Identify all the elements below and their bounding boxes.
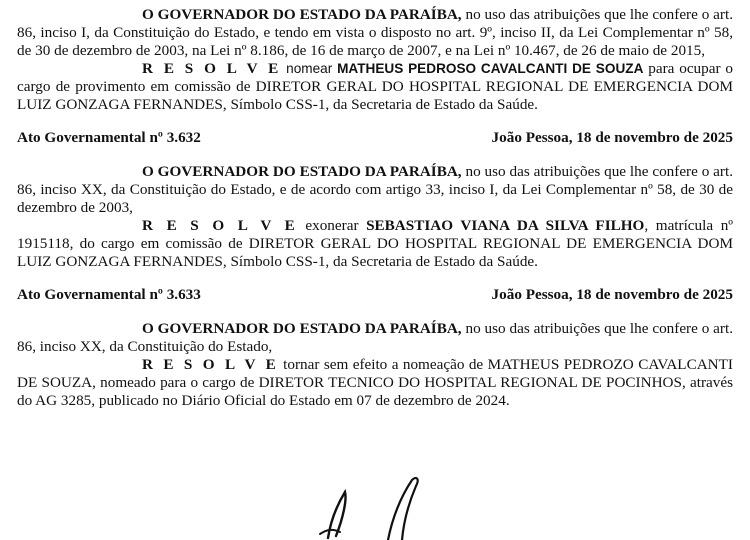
decree-1-action: nomear — [281, 61, 338, 76]
act-header-3633 — [17, 286, 733, 304]
decree-3-preamble — [17, 320, 733, 356]
decree-3-details: tornar sem efeito a nomeação de MATHEUS PEDROZO CAVALCANTI DE SOUZA, nomeado para o cargo de DIRETOR TECNICO DO HOSPITAL REGIONAL DE POCINHOS, através do AG 3285, publicado no Diário Oficial do Estado em 07 de dezembro de 2024. — [17, 356, 733, 409]
governor-title: O GOVERNADOR DO ESTADO DA PARAÍBA, — [142, 6, 462, 23]
act-place-date: João Pessoa, 18 de novembro de 2025 — [491, 129, 733, 146]
decree-3-legal-basis: no uso das atribuições que lhe confere o art. 86, inciso XX, da Constituição do Estado, — [17, 320, 734, 355]
handwritten-signature-icon — [300, 470, 460, 540]
decree-1-preamble — [17, 6, 733, 60]
resolve-keyword: R E S O L V E — [142, 60, 282, 77]
decree-1-legal-basis: no uso das atribuições que lhe confere o art. 86, inciso I, da Constituição do Estado, e tendo em vista o disposto no art. 9º, inciso II, da Lei Complementar nº 58, de 30 de dezembro de 2003, na Lei nº 8.186, de 16 de março de 2007, e na Lei nº 10.467, de 26 de maio de 2015, — [17, 6, 734, 59]
decree-1-appointee: MATHEUS PEDROSO CAVALCANTI DE SOUZA — [337, 61, 644, 76]
act-number: Ato Governamental nº 3.633 — [17, 286, 201, 303]
decree-2-details: , matrícula nº 1915118, do cargo em comissão de DIRETOR GERAL DO HOSPITAL REGIONAL DE EMERGENCIA DOM LUIZ GONZAGA FERNANDES, Símbolo CSS-1, da Secretaria de Estado da Saúde. — [17, 217, 733, 270]
decree-2-legal-basis: no uso das atribuições que lhe confere o art. 86, inciso XX, da Constituição do Estado, e de acordo com artigo 33, inciso I, da Lei Complementar nº 58, de 30 de dezembro de 2003, — [17, 163, 734, 216]
decree-2-action: exonerar — [297, 217, 367, 234]
decree-2-resolution — [17, 217, 733, 271]
act-place-date: João Pessoa, 18 de novembro de 2025 — [491, 286, 733, 303]
governor-title: O GOVERNADOR DO ESTADO DA PARAÍBA, — [142, 320, 462, 337]
decree-1-details: para ocupar o cargo de provimento em comissão de DIRETOR GERAL DO HOSPITAL REGIONAL DE EMERGENCIA DOM LUIZ GONZAGA FERNANDES, Símbolo CSS-1, da Secretaria de Estado da Saúde. — [17, 60, 733, 113]
decree-2-person: SEBASTIAO VIANA DA SILVA FILHO — [366, 217, 645, 234]
decree-3-resolution — [17, 356, 733, 410]
gazette-document — [17, 6, 733, 410]
decree-1-resolution — [17, 60, 733, 114]
resolve-keyword: R E S O L V E — [142, 356, 279, 373]
act-number: Ato Governamental nº 3.632 — [17, 129, 201, 146]
act-header-3632 — [17, 129, 733, 147]
resolve-keyword: R E S O L V E — [142, 217, 298, 234]
governor-title: O GOVERNADOR DO ESTADO DA PARAÍBA, — [142, 163, 462, 180]
decree-2-preamble — [17, 163, 733, 217]
